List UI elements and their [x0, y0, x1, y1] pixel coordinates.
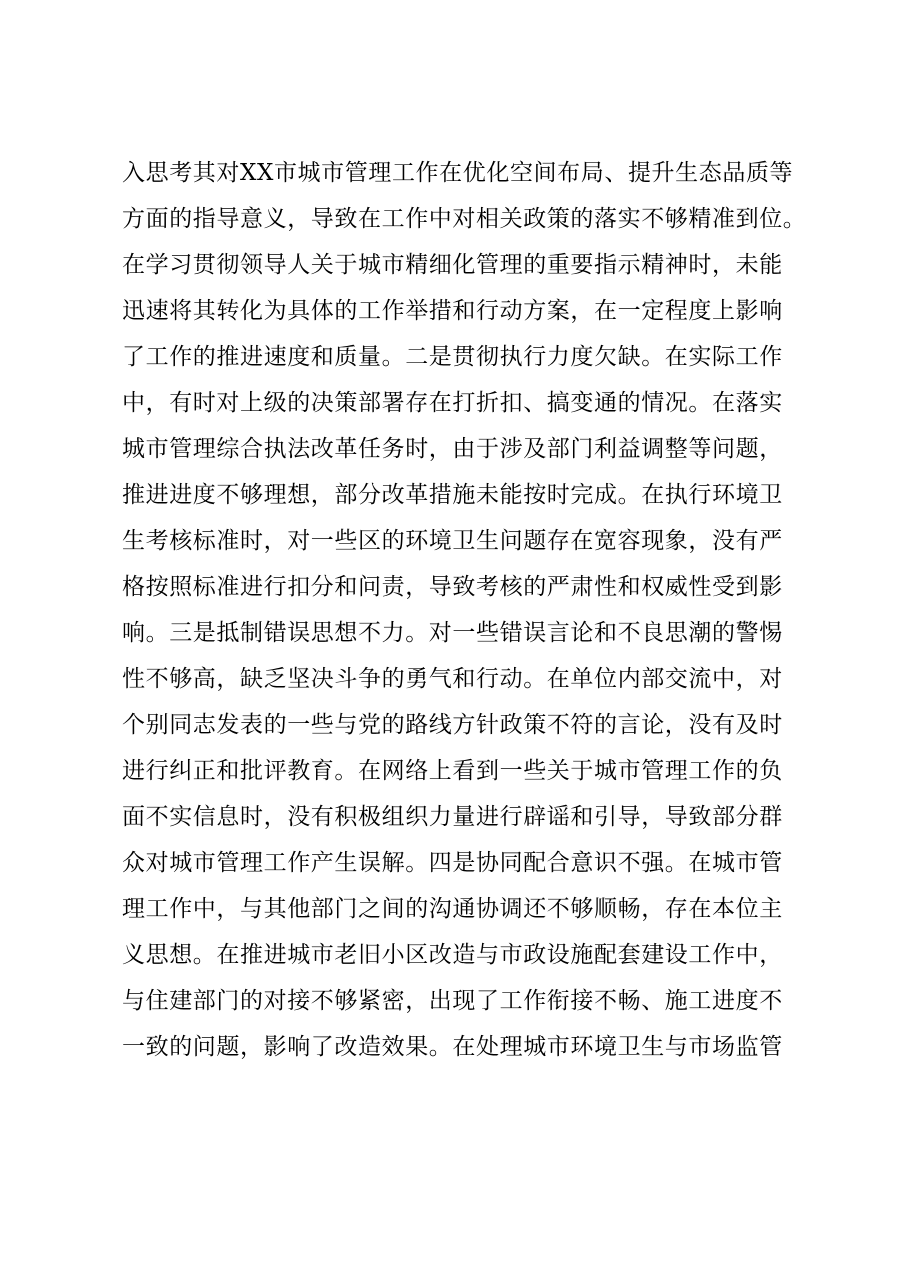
text-line: 与住建部门的对接不够紧密，出现了工作衔接不畅、施工进度不: [122, 988, 783, 1014]
text-line: 城市管理综合执法改革任务时，由于涉及部门利益调整等问题，: [122, 436, 783, 462]
text-line: 生考核标准时，对一些区的环境卫生问题存在宽容现象，没有严: [122, 528, 783, 554]
text-line: 众对城市管理工作产生误解。四是协同配合意识不强。在城市管: [122, 850, 783, 876]
text-line: 入思考其对XX市城市管理工作在优化空间布局、提升生态品质等: [122, 160, 794, 186]
text-line: 中，有时对上级的决策部署存在打折扣、搞变通的情况。在落实: [122, 390, 783, 416]
text-line: 格按照标准进行扣分和问责，导致考核的严肃性和权威性受到影: [122, 574, 783, 600]
body-text: [122, 150, 812, 1070]
text-line: 在学习贯彻领导人关于城市精细化管理的重要指示精神时，未能: [122, 252, 783, 278]
text-line: 义思想。在推进城市老旧小区改造与市政设施配套建设工作中，: [122, 942, 783, 968]
text-line: 理工作中，与其他部门之间的沟通协调还不够顺畅，存在本位主: [122, 896, 783, 922]
text-line: 方面的指导意义，导致在工作中对相关政策的落实不够精准到位。: [122, 206, 807, 232]
text-line: 推进进度不够理想，部分改革措施未能按时完成。在执行环境卫: [122, 482, 783, 508]
text-line: 一致的问题，影响了改造效果。在处理城市环境卫生与市场监管: [122, 1034, 783, 1060]
text-line: 了工作的推进速度和质量。二是贯彻执行力度欠缺。在实际工作: [122, 344, 783, 370]
text-line: 迅速将其转化为具体的工作举措和行动方案，在一定程度上影响: [122, 298, 783, 324]
text-line: 性不够高，缺乏坚决斗争的勇气和行动。在单位内部交流中，对: [122, 666, 783, 692]
text-line: 响。三是抵制错误思想不力。对一些错误言论和不良思潮的警惕: [122, 620, 783, 646]
text-line: 面不实信息时，没有积极组织力量进行辟谣和引导，导致部分群: [122, 804, 783, 830]
text-line: 个别同志发表的一些与党的路线方针政策不符的言论，没有及时: [122, 712, 783, 738]
text-line: 进行纠正和批评教育。在网络上看到一些关于城市管理工作的负: [122, 758, 783, 784]
